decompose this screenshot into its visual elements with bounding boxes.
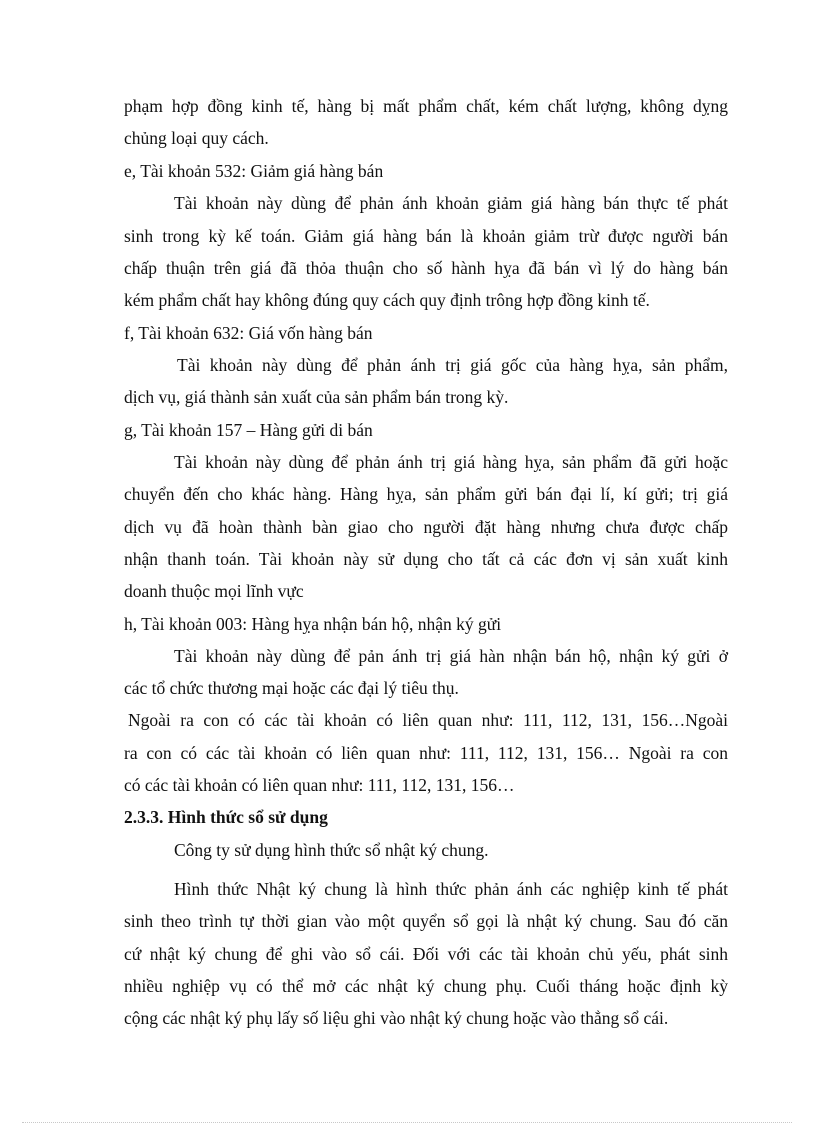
section-heading: f, Tài khoản 632: Giá vốn hàng bán bbox=[124, 323, 373, 343]
section-heading: h, Tài khoản 003: Hàng hỵa nhận bán hộ, nhận ký gửi bbox=[124, 614, 502, 634]
text-line: sinh trong kỳ kế toán. Giảm giá hàng bán là khoản giảm trừ được người bán bbox=[124, 226, 728, 246]
text-line: Ngoài ra con có các tài khoản có liên quan như: 111, 112, 131, 156…Ngoài bbox=[128, 710, 728, 730]
text-line: dịch vụ, giá thành sản xuất của sản phẩm bán trong kỳ. bbox=[124, 387, 509, 407]
text-line: doanh thuộc mọi lĩnh vực bbox=[124, 581, 304, 601]
text-line: Tài khoản này dùng để pản ánh trị giá hàn nhận bán hộ, nhận ký gửi ở bbox=[174, 646, 728, 666]
text-line: Công ty sử dụng hình thức sổ nhật ký chung. bbox=[174, 840, 489, 860]
subsection-heading: 2.3.3. Hình thức sổ sử dụng bbox=[124, 807, 328, 827]
text-line: nhiều nghiệp vụ có thể mở các nhật ký chung phụ. Cuối tháng hoặc định kỳ bbox=[124, 976, 728, 996]
text-line: chuyển đến cho khác hàng. Hàng hỵa, sản phẩm gửi bán đại lí, kí gửi; trị giá bbox=[124, 484, 728, 504]
text-line: phạm hợp đồng kinh tế, hàng bị mất phẩm chất, kém chất lượng, không dỵng bbox=[124, 96, 728, 116]
text-line: Tài khoản này dùng để phản ánh trị giá hàng hỵa, sản phẩm đã gửi hoặc bbox=[174, 452, 728, 472]
text-line: chấp thuận trên giá đã thỏa thuận cho số hành hỵa đã bán vì lý do hàng bán bbox=[124, 258, 728, 278]
text-line: cứ nhật ký chung để ghi vào sổ cái. Đối với các tài khoản chủ yếu, phát sinh bbox=[124, 944, 728, 964]
text-line: nhận thanh toán. Tài khoản này sử dụng cho tất cả các đơn vị sản xuất kinh bbox=[124, 549, 728, 569]
text-line: có các tài khoản có liên quan như: 111, 112, 131, 156… bbox=[124, 775, 515, 795]
text-line: sinh theo trình tự thời gian vào một quyển sổ gọi là nhật ký chung. Sau đó căn bbox=[124, 911, 728, 931]
text-line: dịch vụ đã hoàn thành bàn giao cho người đặt hàng nhưng chưa được chấp bbox=[124, 517, 728, 537]
text-line: Hình thức Nhật ký chung là hình thức phản ánh các nghiệp kinh tế phát bbox=[174, 879, 728, 899]
text-line: ra con có các tài khoản có liên quan như: 111, 112, 131, 156… Ngoài ra con bbox=[124, 743, 728, 763]
text-line: cộng các nhật ký phụ lấy số liệu ghi vào nhật ký chung hoặc vào thẳng sổ cái. bbox=[124, 1008, 669, 1028]
text-line: chủng loại quy cách. bbox=[124, 128, 269, 148]
text-line: Tài khoản này dùng để phản ánh trị giá gốc của hàng hỵa, sản phẩm, bbox=[177, 355, 728, 375]
section-heading: g, Tài khoản 157 – Hàng gửi di bán bbox=[124, 420, 373, 440]
text-line: các tổ chức thương mại hoặc các đại lý tiêu thụ. bbox=[124, 678, 459, 698]
section-heading: e, Tài khoản 532: Giảm giá hàng bán bbox=[124, 161, 384, 181]
text-line: Tài khoản này dùng để phản ánh khoản giảm giá hàng bán thực tế phát bbox=[174, 193, 728, 213]
text-line: kém phẩm chất hay không đúng quy cách quy định trông hợp đồng kinh tế. bbox=[124, 290, 650, 310]
